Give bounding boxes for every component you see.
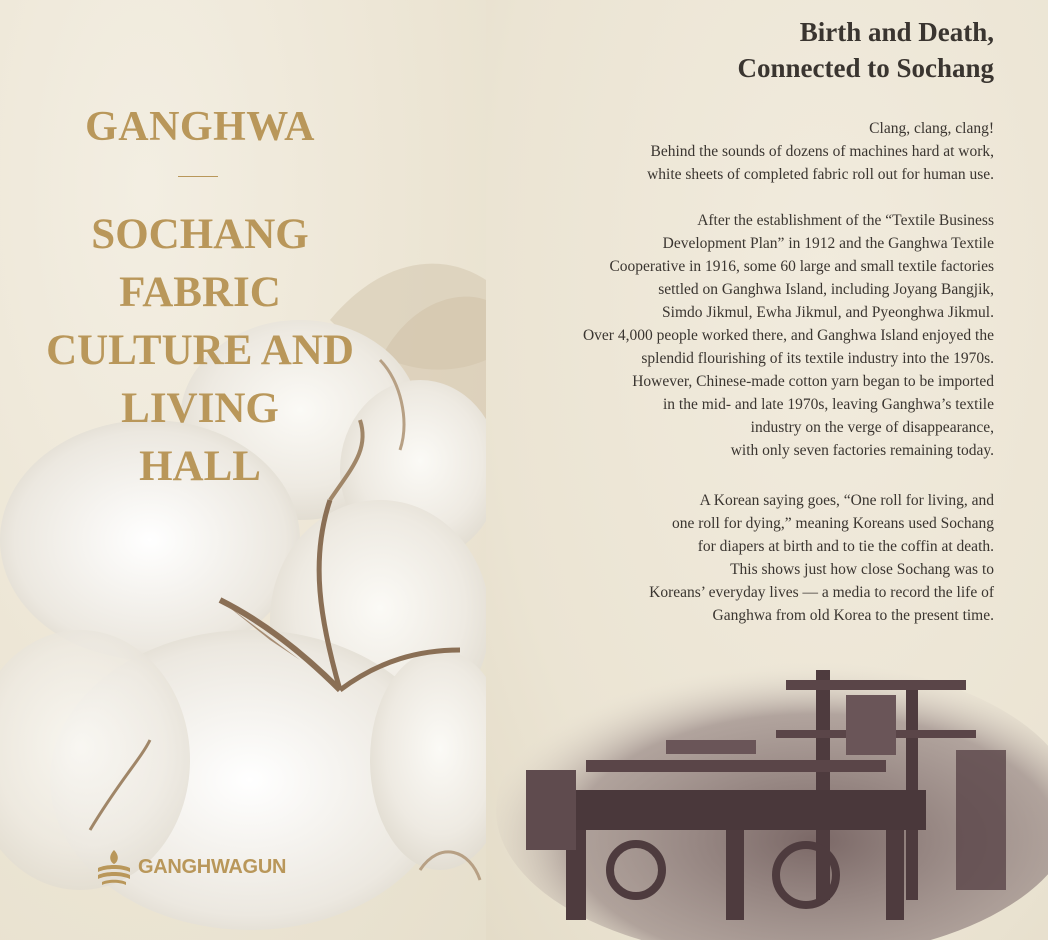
text-line: Development Plan” in 1912 and the Ganghwa Textile: [662, 235, 994, 252]
heading-line: Birth and Death,: [799, 17, 994, 47]
ganghwagun-emblem-icon: [96, 848, 132, 886]
title-line: HALL: [139, 443, 261, 490]
title-divider: [178, 176, 218, 177]
textile-loom-photo: [486, 640, 1048, 940]
right-panel: [486, 0, 1048, 940]
title-line: FABRIC: [119, 269, 281, 316]
text-line: for diapers at birth and to tie the coffin at death.: [697, 538, 994, 555]
text-line: in the mid- and late 1970s, leaving Ganghwa’s textile: [662, 396, 994, 413]
text-line: Behind the sounds of dozens of machines hard at work,: [650, 143, 994, 160]
ganghwagun-logo: [96, 848, 286, 886]
text-line: settled on Ganghwa Island, including Joyang Bangjik,: [658, 281, 994, 298]
text-line: After the establishment of the “Textile Business: [697, 212, 994, 229]
text-line: This shows just how close Sochang was to: [730, 561, 994, 578]
text-line: one roll for dying,” meaning Koreans used Sochang: [672, 515, 994, 532]
title-line: LIVING: [121, 385, 279, 432]
text-line: A Korean saying goes, “One roll for living, and: [699, 492, 994, 509]
text-line: Simdo Jikmul, Ewha Jikmul, and Pyeonghwa Jikmul.: [662, 304, 994, 321]
logo-text: GANGHWAGUN: [138, 855, 287, 878]
text-line: industry on the verge of disappearance,: [750, 419, 994, 436]
text-line: with only seven factories remaining today.: [730, 442, 994, 459]
page-heading: [737, 14, 994, 86]
title-line: CULTURE AND: [46, 327, 354, 374]
paragraph-history: [583, 209, 994, 462]
title-line: SOCHANG: [91, 211, 309, 258]
title-hall-name: [0, 206, 400, 496]
text-line: Clang, clang, clang!: [869, 120, 994, 137]
heading-line: Connected to Sochang: [737, 53, 994, 83]
text-line: Ganghwa from old Korea to the present time.: [712, 607, 994, 624]
left-panel: [0, 0, 486, 940]
paragraph-intro: [647, 117, 994, 186]
text-line: splendid flourishing of its textile industry into the 1970s.: [641, 350, 994, 367]
text-line: Cooperative in 1916, some 60 large and small textile factories: [609, 258, 994, 275]
text-line: However, Chinese-made cotton yarn began to be imported: [632, 373, 994, 390]
paragraph-saying: [649, 489, 994, 627]
text-line: Over 4,000 people worked there, and Ganghwa Island enjoyed the: [582, 327, 994, 344]
title-ganghwa: GANGHWA: [85, 104, 315, 150]
text-line: Koreans’ everyday lives — a media to record the life of: [649, 584, 994, 601]
text-line: white sheets of completed fabric roll out for human use.: [647, 166, 994, 183]
